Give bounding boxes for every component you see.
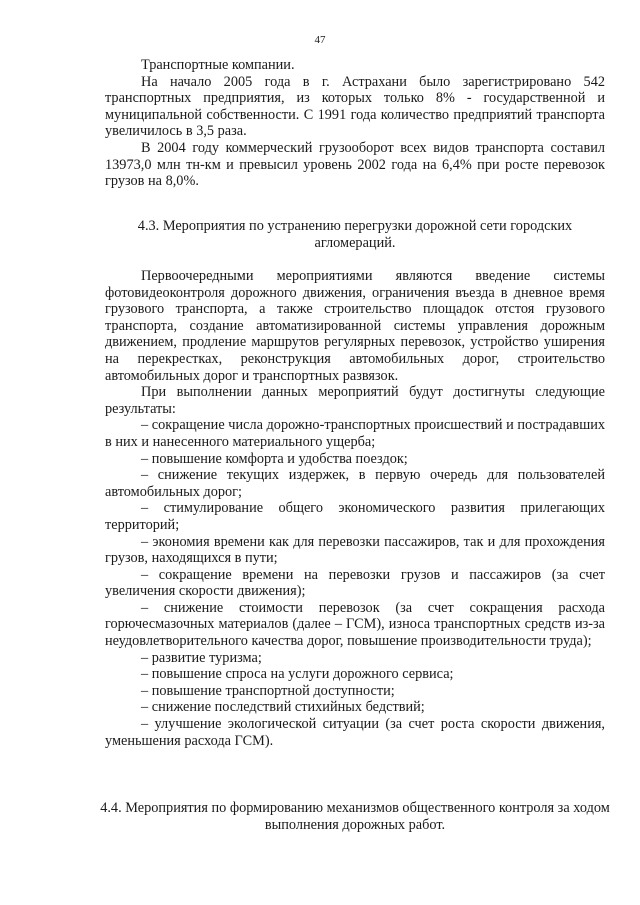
- result-item: – развитие туризма;: [141, 649, 262, 666]
- body-paragraph: Первоочередными мероприятиями являются введение системы фотовидеоконтроля дорожного движения, ограничения въезда в дневное время грузового транспорта, а также строительство площадок отстоя грузового транспорта, создание автоматизированной системы управления дорожным движением, продление маршрутов регулярных перевозок, устройство уширения на перекрестках, реконструкция автомобильных дорог, строительство автомобильных дорог и транспортных развязок.: [105, 268, 605, 384]
- intro-block: [105, 57, 605, 190]
- result-item: – снижение последствий стихийных бедствий;: [141, 699, 425, 716]
- result-item: – улучшение экологической ситуации (за счет роста скорости движения, уменьшения расхода ГСМ).: [105, 716, 605, 749]
- result-item: – стимулирование общего экономического развития прилегающих территорий;: [105, 500, 605, 533]
- body-paragraph: При выполнении данных мероприятий будут достигнуты следующие результаты:: [105, 384, 605, 417]
- section-4-3-heading: [100, 218, 610, 251]
- intro-line: Транспортные компании.: [141, 57, 295, 73]
- result-item: – повышение транспортной доступности;: [141, 682, 395, 699]
- section-4-4-heading: [100, 800, 610, 833]
- result-item: – сокращение числа дорожно-транспортных происшествий и пострадавших в них и нанесенного материального ущерба;: [105, 417, 605, 450]
- result-item: – экономия времени как для перевозки пассажиров, так и для прохождения грузов, находящихся в пути;: [105, 533, 605, 567]
- section-title: 4.3. Мероприятия по устранению перегрузки дорожной сети городских агломераций.: [137, 218, 573, 251]
- page-number: 47: [314, 34, 326, 46]
- result-item: – сокращение времени на перевозки грузов и пассажиров (за счет увеличения скорости движения);: [105, 566, 605, 600]
- intro-paragraph: На начало 2005 года в г. Астрахани было зарегистрировано 542 транспортных предприятия, из которых только 8% - государственной и муниципальной собственности. С 1991 года количество предприятий транспорта увеличилось в 3,5 раза.: [105, 73, 605, 140]
- intro-paragraph: В 2004 году коммерческий грузооборот всех видов транспорта составил 13973,0 млн тн-км и превысил уровень 2002 года на 6,4% при росте перевозок грузов на 8,0%.: [105, 139, 605, 190]
- result-item: – снижение текущих издержек, в первую очередь для пользователей автомобильных дорог;: [105, 467, 605, 500]
- result-item: – повышение спроса на услуги дорожного сервиса;: [141, 666, 454, 683]
- section-4-3-body: [105, 268, 605, 749]
- section-title: 4.4. Мероприятия по формированию механизмов общественного контроля за ходом выполнения дорожных работ.: [100, 800, 610, 833]
- result-item: – повышение комфорта и удобства поездок;: [141, 450, 408, 467]
- result-item: – снижение стоимости перевозок (за счет сокращения расхода горючесмазочных материалов (далее – ГСМ), износа транспортных средств из-за неудовлетворительного качества дорог, повышение производительности труда);: [105, 599, 605, 650]
